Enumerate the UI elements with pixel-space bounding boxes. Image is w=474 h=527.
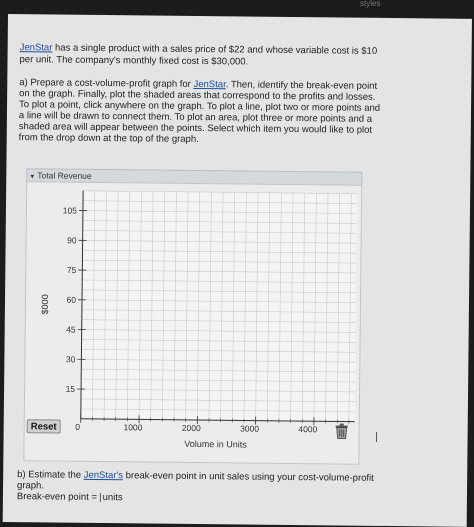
part-a-prefix: a) Prepare a cost-volume-profit graph for: [19, 77, 193, 90]
break-even-answer-row: [17, 491, 123, 503]
y-tick-label: 105: [63, 205, 78, 215]
x-axis-label: Volume in Units: [184, 439, 247, 450]
triangle-down-icon: ▼: [27, 171, 37, 183]
cvp-graph[interactable]: [24, 182, 361, 463]
plot-area: [81, 191, 357, 422]
cvp-graph-panel[interactable]: [23, 181, 362, 465]
company-link[interactable]: JenStar: [20, 42, 53, 53]
x-tick-label: 1000: [123, 422, 142, 432]
company-link-2[interactable]: JenStar: [193, 79, 225, 90]
x-tick-label: 2000: [182, 423, 201, 433]
break-even-unit: units: [103, 492, 123, 503]
company-link-3[interactable]: JenStar's: [84, 470, 123, 481]
text-cursor: [376, 432, 377, 442]
x-tick-label: 0: [75, 422, 80, 432]
y-tick-label: 30: [66, 354, 76, 364]
part-b-line-2: graph.: [17, 480, 44, 491]
part-a-line-2: on the graph. Finally, plot the shaded areas that correspond to the profits and losses.: [19, 88, 375, 103]
part-a-line-3: To plot a point, click anywhere on the graph. To plot a line, plot two or more points and: [19, 99, 380, 114]
y-tick-label: 60: [66, 295, 76, 305]
part-a-line-5: shaded area will appear between the points. Select which item you would like to plot: [19, 121, 372, 136]
part-a-line-4: a line will be drawn to connect them. To plot an area, plot three or more points and a: [19, 110, 372, 125]
part-b-prefix: b) Estimate the: [17, 469, 84, 481]
y-tick-label: 45: [66, 324, 76, 334]
part-a-suffix: . Then, identify the break-even point: [226, 79, 378, 92]
part-b-suffix: break-even point in unit sales using your cost-volume-profit: [123, 470, 374, 484]
dropdown-selected-label: Total Revenue: [37, 170, 91, 181]
intro-line-2: per unit. The company's monthly fixed cost is $30,000.: [19, 54, 248, 68]
y-tick-label: 75: [67, 265, 77, 275]
y-tick-label: 90: [67, 235, 77, 245]
x-tick-label: 4000: [298, 424, 317, 434]
cropped-header-text: styles: [360, 0, 420, 8]
intro-line-1-text: has a single product with a sales price of $22 and whose variable cost is $10: [52, 42, 377, 56]
reset-button[interactable]: Reset: [27, 419, 61, 433]
problem-page: [3, 14, 472, 527]
part-b-line-1: [17, 469, 374, 484]
x-tick-label: 3000: [240, 423, 259, 433]
y-axis-label: $000: [40, 294, 50, 314]
y-tick-label: 15: [66, 384, 76, 394]
trash-icon[interactable]: [335, 423, 349, 439]
part-a-line-6: from the drop down at the top of the graph.: [19, 132, 199, 145]
break-even-label: Break-even point =: [17, 491, 100, 503]
